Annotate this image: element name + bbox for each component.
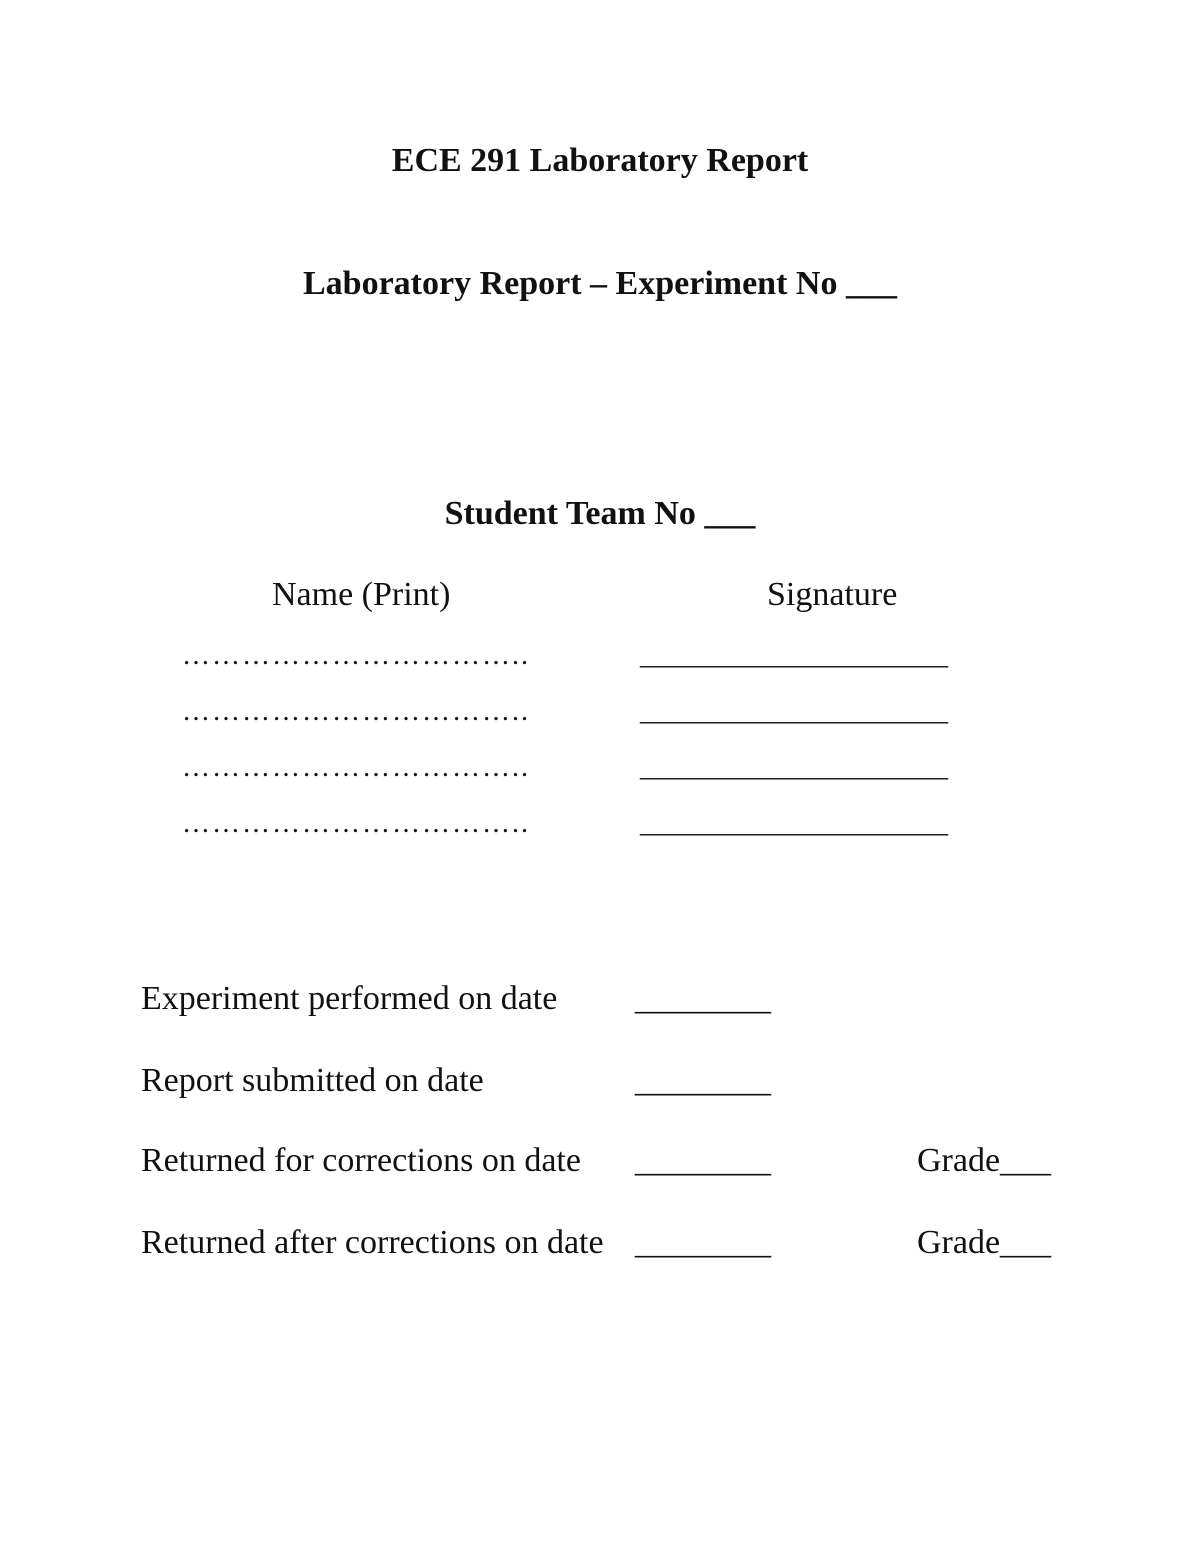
team-member-row [0, 696, 1200, 730]
signature-field[interactable]: ______________________ [640, 696, 948, 727]
name-field[interactable]: …………………………….. [182, 696, 530, 727]
page-title: ECE 291 Laboratory Report [391, 142, 809, 179]
returned-for-corrections-row [141, 1142, 1141, 1182]
date-field[interactable]: ________ [635, 1224, 771, 1261]
name-field[interactable]: …………………………….. [182, 640, 530, 671]
signature-field[interactable]: ______________________ [640, 752, 948, 783]
date-field[interactable]: ________ [635, 1062, 771, 1099]
signature-field[interactable]: ______________________ [640, 640, 948, 671]
name-field[interactable]: …………………………….. [182, 808, 530, 839]
student-team-heading: Student Team No ___ [444, 495, 756, 532]
date-field[interactable]: ________ [635, 980, 771, 1017]
date-row-label: Report submitted on date [141, 1062, 484, 1099]
date-row-label: Returned for corrections on date [141, 1142, 581, 1179]
signature-field[interactable]: ______________________ [640, 808, 948, 839]
grade-field[interactable]: Grade___ [917, 1142, 1052, 1179]
name-column-header: Name (Print) [272, 576, 451, 613]
team-member-row [0, 808, 1200, 842]
team-member-row [0, 752, 1200, 786]
returned-after-corrections-row [141, 1224, 1141, 1264]
name-field[interactable]: …………………………….. [182, 752, 530, 783]
date-row-label: Experiment performed on date [141, 980, 558, 1017]
date-field[interactable]: ________ [635, 1142, 771, 1179]
grade-field[interactable]: Grade___ [917, 1224, 1052, 1261]
experiment-performed-row [141, 980, 1141, 1020]
date-row-label: Returned after corrections on date [141, 1224, 604, 1261]
report-submitted-row [141, 1062, 1141, 1102]
signature-column-header: Signature [767, 576, 898, 613]
team-member-row [0, 640, 1200, 674]
experiment-number-heading: Laboratory Report – Experiment No ___ [303, 265, 897, 302]
